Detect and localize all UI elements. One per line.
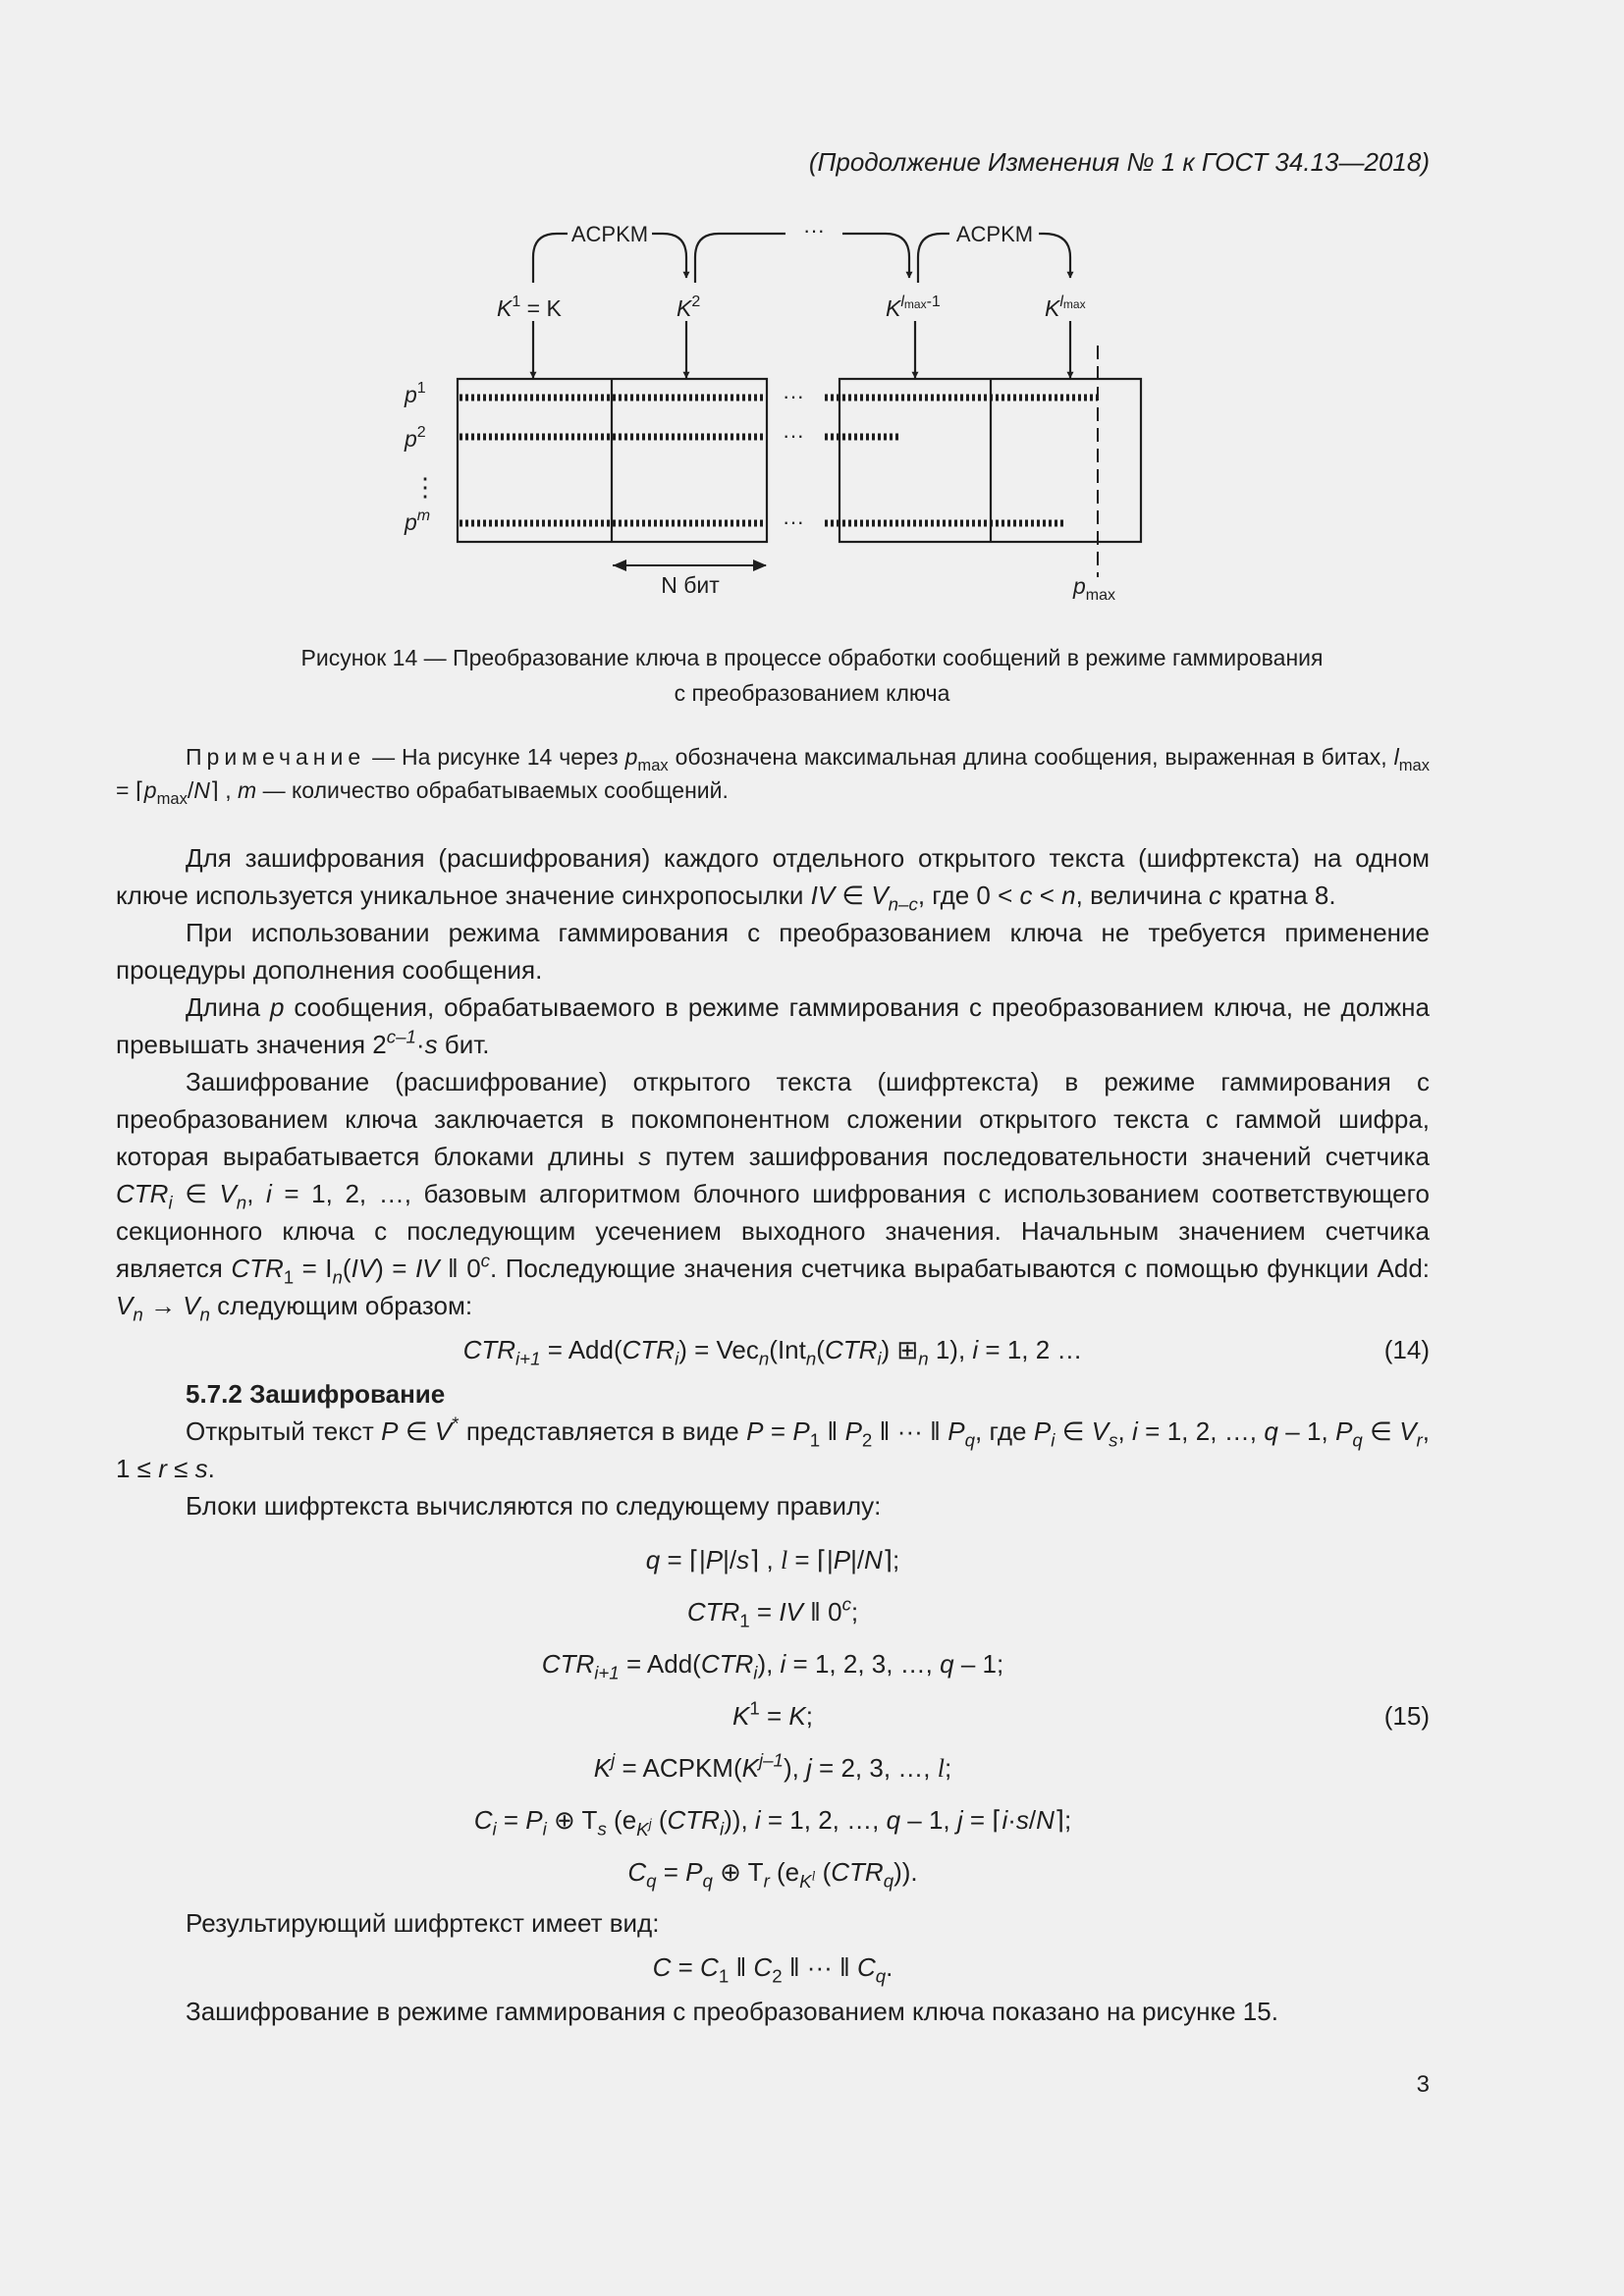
paragraph-3: Длина p сообщения, обрабатываемого в режиме гаммирования с преобразованием ключа, не должна превышать значения $2^{c-1}\cdot s$ бит. [116, 992, 1430, 1059]
paragraph-8: Зашифрование в режиме гаммирования с преобразованием ключа показано на рисунке 15. [186, 1997, 1278, 2026]
acpkm-arrows [533, 234, 1070, 378]
figure-14 [0, 0, 1624, 628]
caption-line-2: с преобразованием ключа [674, 680, 950, 706]
key-klmax-1-label: $K^l\max-1$ [886, 294, 941, 321]
key-k2-label: $K^2$ [677, 294, 701, 321]
section-heading: 5.7.2 Зашифрование [186, 1379, 446, 1409]
note-label: Примечание [186, 744, 366, 770]
row-label-p1: $p^1$ [405, 380, 426, 407]
paragraph-6: Блоки шифртекста вычисляются по следующему правилу: [186, 1491, 882, 1521]
eq15-row-6: $C_i = P_i$ ⊕ $T_s$ ($e_{K^j}$ $(CTR_i)$), i = 1, 2, …, q – 1, j = ⌈i·s/N⌉; [473, 1805, 1072, 1840]
equation-15 [116, 1534, 1430, 1898]
eq15-row-1: q = ⌈|P|/s⌉ , l = ⌈|P|/N⌉; [645, 1545, 900, 1575]
paragraph-1: Для зашифрования (расшифрования) каждого отдельного открытого текста (шифртекста) на одном ключе используется уникальное значение синхропосылки IV ∈ $V_{n-c}$, где 0 < c < n, величина c кратна 8. [116, 843, 1430, 915]
row-vdots: ⋮ [412, 472, 438, 502]
dots-top: ··· [803, 218, 825, 242]
row-p1-dots: ··· [783, 384, 804, 408]
equation-14: $CTR_{i+1} = Add(CTR_i) = Vec_n(Int_n(CTR_i)$ $⊞_n$ 1), i = 1, 2 … (14) [116, 1324, 1430, 1375]
message-rows [460, 398, 1098, 523]
key-k1-label: $K^1 = K$ [497, 294, 562, 321]
acpkm-right-label: ACPKM [955, 222, 1034, 246]
eq15-row-4: $K^1 = K$; (15) [116, 1690, 1430, 1742]
paragraph-7: Результирующий шифртекст имеет вид: [186, 1908, 660, 1938]
note: Примечание — На рисунке 14 через $p_{max}$ обозначена максимальная длина сообщения, выраженная в битах, $l_{max}$ = $⌈p_{max}/N⌉$ , m — количество обрабатываемых сообщений. [116, 744, 1430, 808]
row-label-p2: $p^2$ [405, 424, 426, 452]
equation-16: $C = C_1$ ‖ $C_2$ ‖ ··· ‖ $C_q$. [652, 1952, 893, 1987]
equation-14-number: (14) [1383, 1335, 1430, 1364]
paragraph-2: При использовании режима гаммирования с преобразованием ключа не требуется применение процедуры дополнения сообщения. [116, 918, 1430, 985]
key-klmax-label: $K^l\max$ [1045, 294, 1086, 321]
figure-caption [0, 640, 1624, 711]
eq15-row-7: $C_q = P_q$ ⊕ $T_r$ ($e_{K^l}$ $(CTR_q)$). [627, 1857, 918, 1892]
row-label-pm: $p^m$ [405, 507, 431, 535]
main-text [116, 839, 1430, 2030]
caption-line-1: Рисунок 14 — Преобразование ключа в процессе обработки сообщений в режиме гаммирования [300, 645, 1324, 670]
eq15-row-2: $CTR_1$ = IV ‖ 0$^c$; [686, 1593, 859, 1631]
paragraph-4: Зашифрование (расшифрование) открытого текста (шифртекста) в режиме гаммирования с преобразованием ключа заключается в покомпонентном сложении открытого текста с гаммой шифра, которая вырабатывается блоками длины s путем зашифрования последовательности значений счетчика $CTR_i$ ∈ $V_n$, i = 1, 2, …, базовым алгоритмом блочного шифрования с использованием соответствующего секционного ключа с последующим усечением выходного значения. Начальным значением счетчика является $CTR_1 = I_n(IV)$ = IV ‖ 0$^c$. Последующие значения счетчика вырабатываются с помощью функции Add: $V_n \to V_n$ следующим образом: [116, 1067, 1431, 1325]
equation-15-number: (15) [1383, 1701, 1430, 1731]
acpkm-left-label: ACPKM [570, 222, 649, 246]
nbit-label: N бит [661, 572, 720, 598]
page-header: (Продолжение Изменения № 1 к ГОСТ 34.13—2018) [808, 147, 1430, 177]
row-p2-dots: ··· [783, 423, 804, 448]
page-number: 3 [1416, 2071, 1430, 2098]
pmax-label: $p_{max}$ [1073, 573, 1116, 604]
eq15-row-3: $CTR_{i+1} = Add(CTR_i)$, i = 1, 2, 3, …, q – 1; [541, 1649, 1004, 1683]
eq15-row-5: $K^j$ = $ACPKM(K^{j-1})$, j = 2, 3, …, l; [593, 1749, 952, 1783]
paragraph-5: Открытый текст P ∈ V* представляется в виде $P = P_1$ ‖ $P_2$ ‖ ··· ‖ $P_q$, где $P_i$ ∈ $V_s$, i = 1, 2, …, q – 1, $P_q$ ∈ $V_r$, 1 ≤ r ≤ s. [116, 1413, 1430, 1483]
row-pm-dots: ··· [783, 509, 804, 534]
